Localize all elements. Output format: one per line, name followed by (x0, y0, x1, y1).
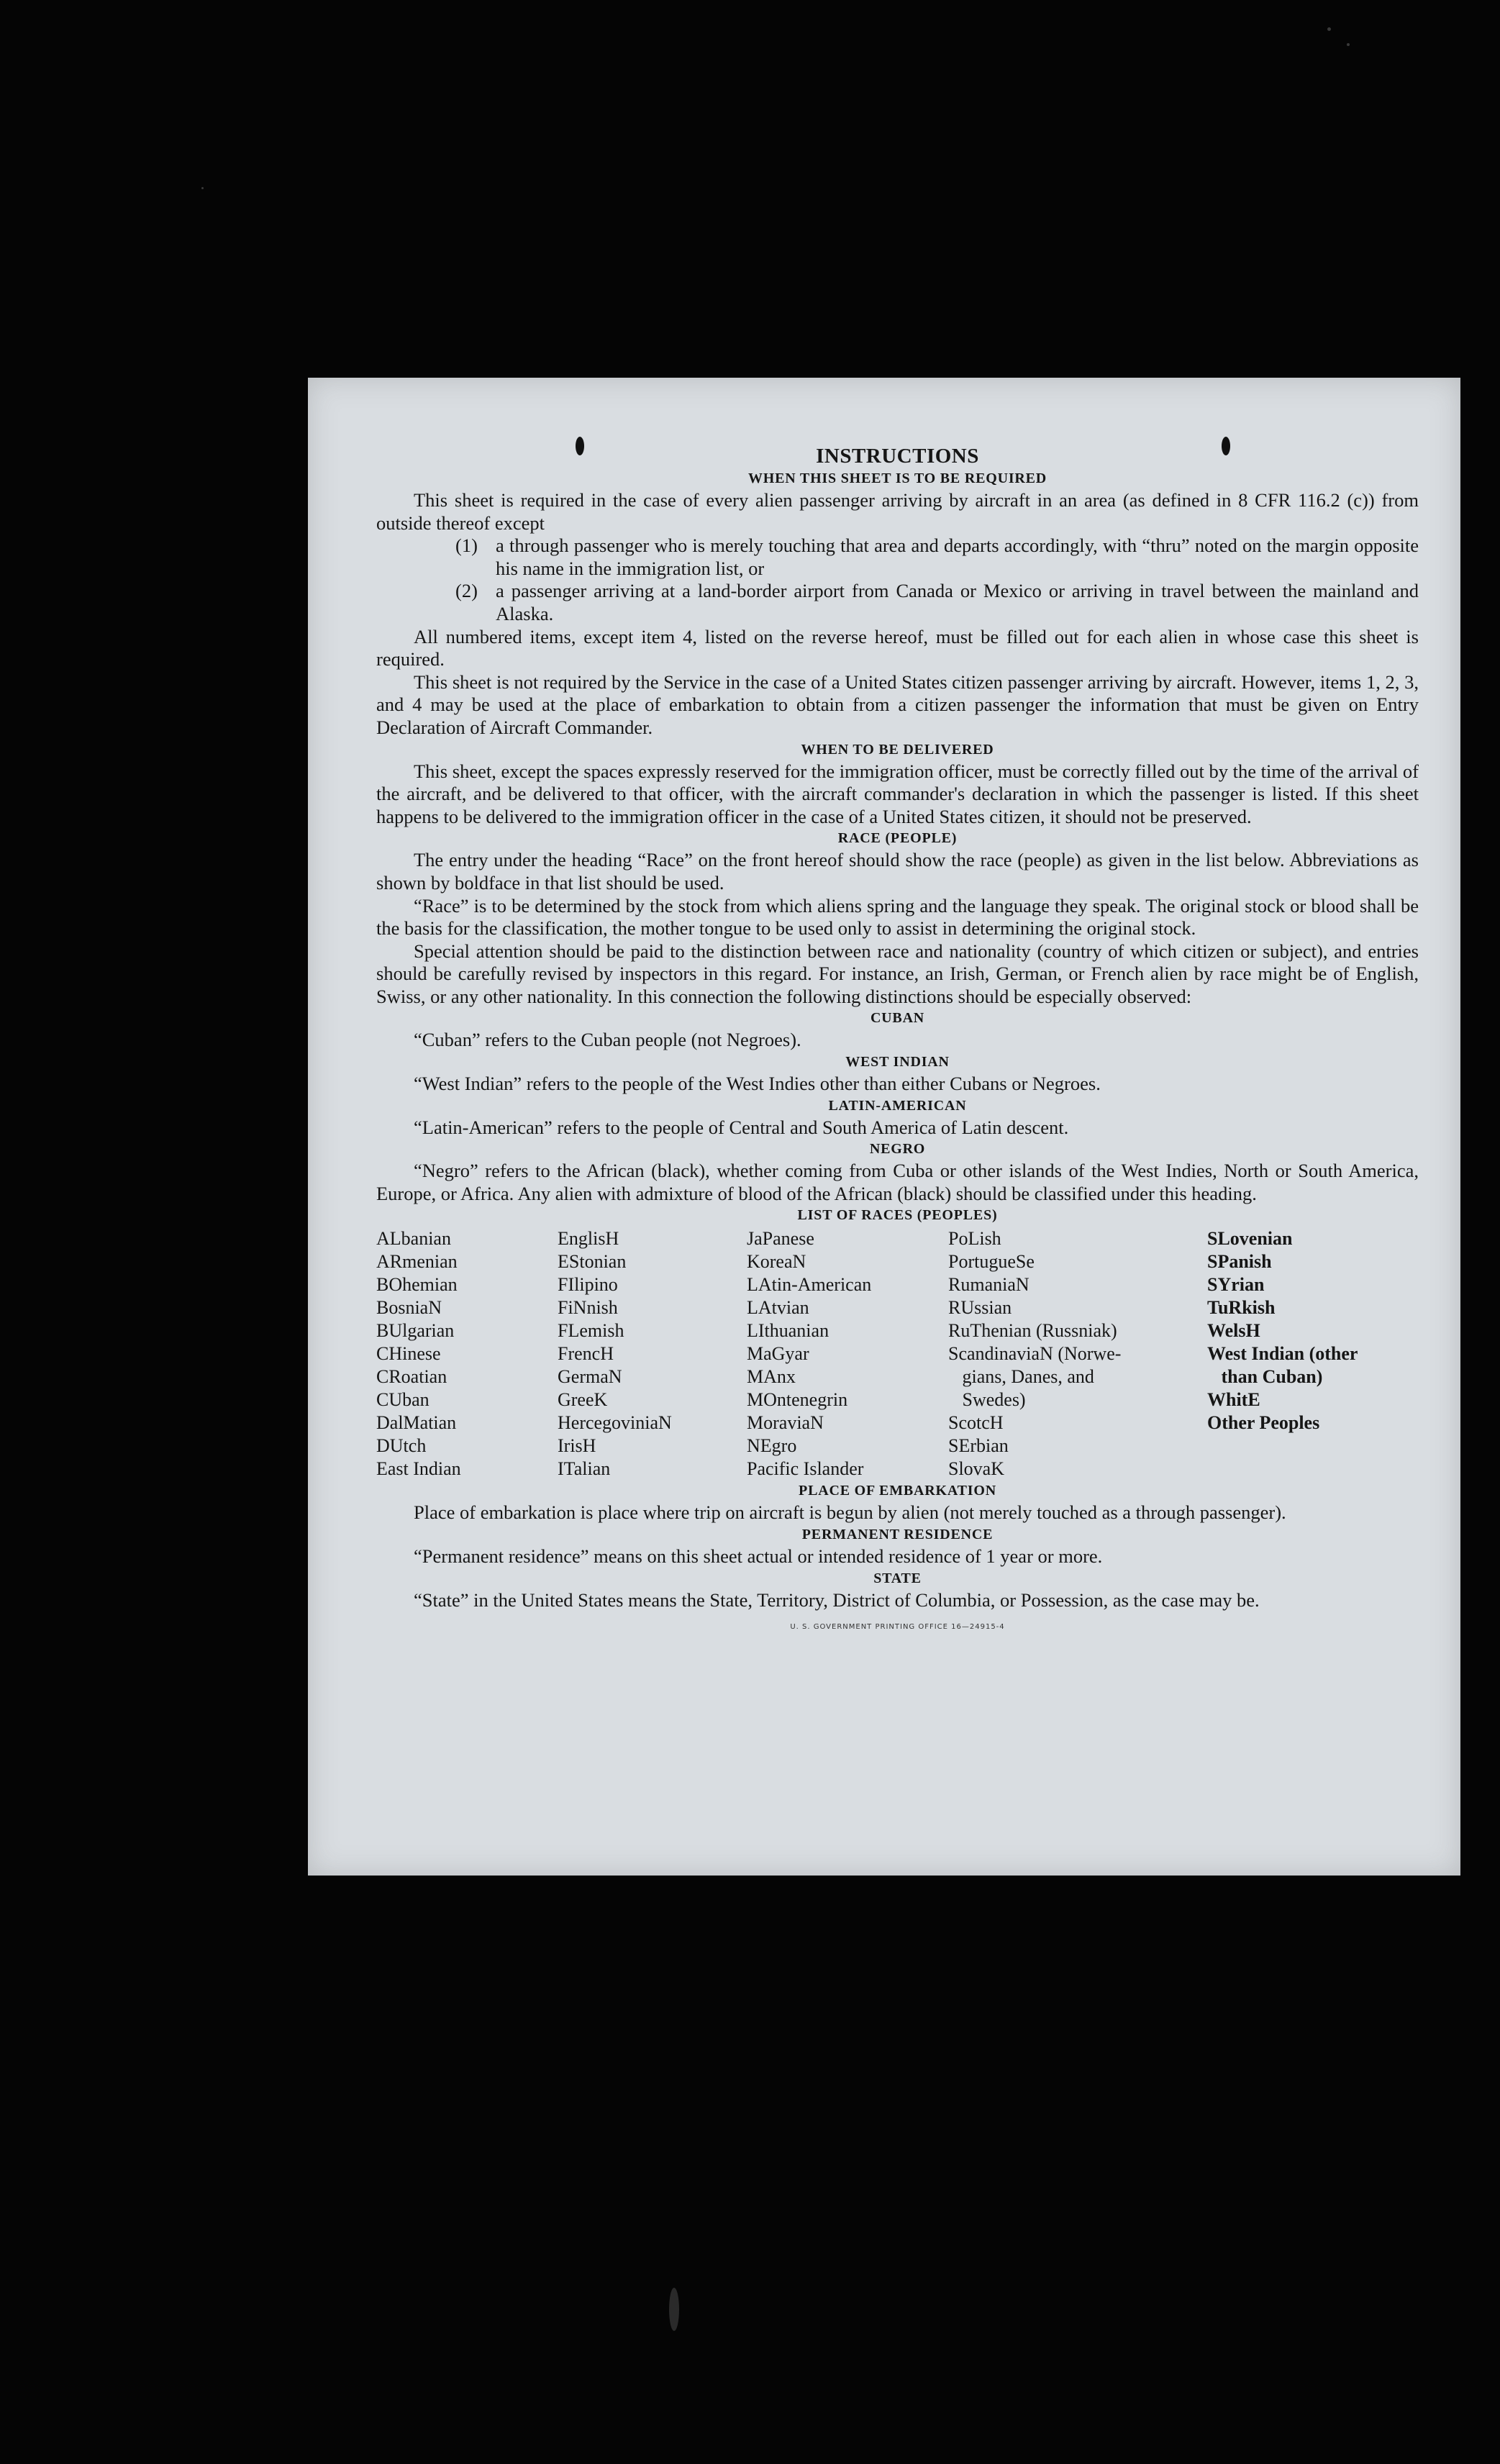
race-entry: CUban (376, 1389, 429, 1411)
race-entry: DUtch (376, 1435, 427, 1457)
race-entry: HercegoviniaN (558, 1412, 672, 1434)
race-entry: GreeK (558, 1389, 608, 1411)
race-entry: Swedes) (948, 1389, 1026, 1411)
race-entry: LAtin-American (747, 1274, 872, 1296)
race-entry: ITalian (558, 1458, 611, 1480)
races-column (1207, 1227, 1419, 1481)
race-entry: ScandinaviaN (Norwe- (948, 1343, 1122, 1365)
printer-imprint: U. S. GOVERNMENT PRINTING OFFICE 16—24915-4 (790, 1623, 1005, 1632)
race-entry: FrencH (558, 1343, 614, 1365)
race-entry: GermaN (558, 1366, 622, 1388)
heading-latin-american: LATIN-AMERICAN (828, 1097, 967, 1114)
race-entry: RUssian (948, 1297, 1012, 1319)
latin-american-paragraph: “Latin-American” refers to the people of Central and South America of Latin descent. (414, 1116, 1069, 1138)
cuban-paragraph: “Cuban” refers to the Cuban people (not Negroes). (414, 1029, 801, 1051)
permanent-residence-paragraph: “Permanent residence” means on this sheet actual or intended residence of 1 year or more. (414, 1545, 1103, 1568)
race-entry: East Indian (376, 1458, 461, 1480)
citizen-paragraph: This sheet is not required by the Service in the case of a United States citizen passenger arriving by aircraft. However, items 1, 2, 3, and 4 may be used at the place of embarkation to obtain from a citizen passenger the information that must be given on Entry Declaration of Aircraft Commander. (376, 670, 1419, 738)
exception-item (455, 580, 1419, 625)
race-entry: SLovenian (1207, 1228, 1293, 1250)
race-entry: ScotcH (948, 1412, 1004, 1434)
document-title: INSTRUCTIONS (816, 445, 979, 468)
race-paragraph-1: The entry under the heading “Race” on the front hereof should show the race (people) as given in the list below. Abbreviations as shown by boldface in that list should be used. (376, 849, 1419, 894)
race-entry: SlovaK (948, 1458, 1004, 1480)
race-entry: than Cuban) (1207, 1366, 1323, 1388)
scan-speck (1327, 27, 1331, 31)
race-entry: gians, Danes, and (948, 1366, 1094, 1388)
race-entry: NEgro (747, 1435, 797, 1457)
race-entry: RuThenian (Russniak) (948, 1320, 1117, 1342)
races-column (558, 1227, 747, 1481)
heading-negro: NEGRO (869, 1141, 926, 1158)
races-list (376, 1227, 1419, 1481)
west-indian-paragraph: “West Indian” refers to the people of the West Indies other than either Cubans or Negroes. (414, 1073, 1101, 1095)
race-entry: LIthuanian (747, 1320, 829, 1342)
heading-list-of-races: LIST OF RACES (PEOPLES) (797, 1207, 998, 1224)
when-required-intro: This sheet is required in the case of every alien passenger arriving by aircraft in an area (as defined in 8 CFR 116.2 (c)) from outside thereof except (376, 489, 1419, 534)
race-entry: Other Peoples (1207, 1412, 1320, 1434)
race-entry: BosniaN (376, 1297, 442, 1319)
race-entry: RumaniaN (948, 1274, 1029, 1296)
race-entry: PortugueSe (948, 1251, 1035, 1273)
races-column (747, 1227, 948, 1481)
embarkation-paragraph: Place of embarkation is place where trip on aircraft is begun by alien (not merely touched as a through passenger). (414, 1501, 1286, 1524)
state-paragraph: “State” in the United States means the State, Territory, District of Columbia, or Possession, as the case may be. (414, 1588, 1260, 1611)
heading-west-indian: WEST INDIAN (845, 1054, 950, 1070)
exception-text: a through passenger who is merely touching that area and departs accordingly, with “thru” noted on the margin opposite his name in the immigration list, or (496, 535, 1419, 579)
race-entry: DalMatian (376, 1412, 457, 1434)
exception-number: (1) (455, 535, 478, 557)
exception-number: (2) (455, 580, 478, 602)
punch-hole-right (1222, 437, 1230, 455)
heading-cuban: CUBAN (870, 1010, 925, 1027)
race-entry: WelsH (1207, 1320, 1260, 1342)
race-entry: FLemish (558, 1320, 624, 1342)
race-entry: MAnx (747, 1366, 796, 1388)
race-entry: EStonian (558, 1251, 627, 1273)
instruction-sheet (308, 378, 1460, 1876)
race-paragraph-2: “Race” is to be determined by the stock from which aliens spring and the language they speak. The original stock or blood shall be the basis for the classification, the mother tongue to be used only to assist in determining the original stock. (376, 894, 1419, 940)
races-column (948, 1227, 1207, 1481)
race-entry: CRoatian (376, 1366, 447, 1388)
heading-permanent-residence: PERMANENT RESIDENCE (801, 1527, 994, 1543)
race-entry: EnglisH (558, 1228, 619, 1250)
punch-hole-left (576, 437, 584, 455)
race-entry: BUlgarian (376, 1320, 455, 1342)
race-entry: BOhemian (376, 1274, 458, 1296)
race-entry: SPanish (1207, 1251, 1272, 1273)
race-entry: CHinese (376, 1343, 441, 1365)
race-entry: SErbian (948, 1435, 1009, 1457)
race-entry: LAtvian (747, 1297, 809, 1319)
race-entry: West Indian (other (1207, 1343, 1358, 1365)
race-entry: IrisH (558, 1435, 596, 1457)
scan-speck (201, 187, 204, 189)
race-entry: MoraviaN (747, 1412, 824, 1434)
exception-item (455, 535, 1419, 580)
race-entry: JaPanese (747, 1228, 814, 1250)
race-entry: Pacific Islander (747, 1458, 864, 1480)
race-entry: FiNnish (558, 1297, 618, 1319)
race-entry: FIlipino (558, 1274, 618, 1296)
race-entry: MOntenegrin (747, 1389, 848, 1411)
when-delivered-paragraph: This sheet, except the spaces expressly reserved for the immigration officer, must be correctly filled out by the time of the arrival of the aircraft, and be delivered to that officer, with the aircraft commander's declaration in which the passenger is listed. If this sheet happens to be delivered to the immigration officer in the case of a United States citizen, it should not be preserved. (376, 760, 1419, 827)
scan-speck (1347, 43, 1350, 46)
exception-text: a passenger arriving at a land-border airport from Canada or Mexico or arriving in travel between the mainland and Alaska. (496, 580, 1419, 624)
scan-speck (669, 2288, 679, 2331)
heading-race: RACE (PEOPLE) (837, 830, 958, 847)
race-paragraph-3: Special attention should be paid to the distinction between race and nationality (country of which citizen or subject), and entries should be carefully revised by inspectors in this regard. For instance, an Irish, German, or French alien by race might be of English, Swiss, or any other nationality. In this connection the following distinctions should be especially observed: (376, 940, 1419, 1007)
heading-when-required: WHEN THIS SHEET IS TO BE REQUIRED (747, 470, 1047, 486)
numbered-items-paragraph: All numbered items, except item 4, listed on the reverse hereof, must be filled out for each alien in whose case this sheet is required. (376, 625, 1419, 670)
heading-state: STATE (873, 1570, 922, 1586)
heading-when-delivered: WHEN TO BE DELIVERED (801, 741, 994, 758)
race-entry: MaGyar (747, 1343, 809, 1365)
race-entry: TuRkish (1207, 1297, 1276, 1319)
negro-paragraph: “Negro” refers to the African (black), whether coming from Cuba or other islands of the West Indies, North or South America, Europe, or Africa. Any alien with admixture of blood of the African (black) should be classified under this heading. (376, 1160, 1419, 1204)
race-entry: SYrian (1207, 1274, 1265, 1296)
heading-embarkation: PLACE OF EMBARKATION (799, 1483, 996, 1499)
race-entry: KoreaN (747, 1251, 806, 1273)
races-column (376, 1227, 558, 1481)
race-entry: ARmenian (376, 1251, 458, 1273)
race-entry: PoLish (948, 1228, 1001, 1250)
race-entry: ALbanian (376, 1228, 451, 1250)
race-entry: WhitE (1207, 1389, 1260, 1411)
